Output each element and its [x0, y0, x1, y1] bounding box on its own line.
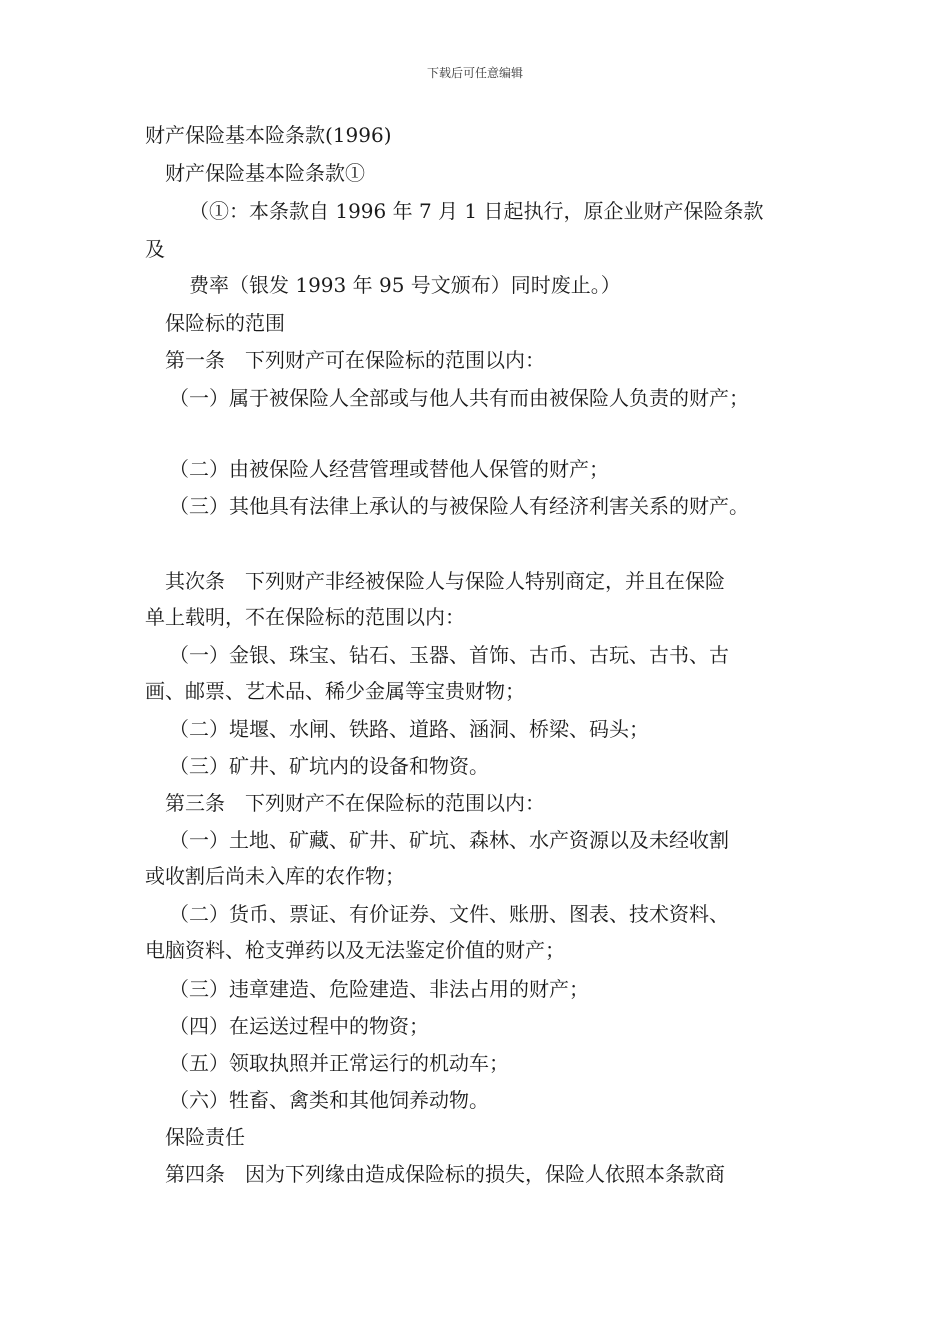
article-1-item: （三）其他具有法律上承认的与被保险人有经济利害关系的财产。 — [169, 494, 749, 518]
section-heading: 保险标的范围 — [165, 311, 285, 335]
article-3-item: （六）牲畜、禽类和其他饲养动物。 — [169, 1088, 489, 1112]
article-1: 第一条 下列财产可在保险标的范围以内： — [165, 348, 545, 372]
article-1-item: （二）由被保险人经营管理或替他人保管的财产； — [169, 457, 609, 481]
footnote-line: （①：本条款自 1996 年 7 月 1 日起执行，原企业财产保险条款 — [189, 199, 764, 223]
article-2-item: （二）堤堰、水闸、铁路、道路、涵洞、桥梁、码头； — [169, 717, 649, 741]
section-heading: 保险责任 — [165, 1125, 245, 1149]
document-title: 财产保险基本险条款(1996) — [145, 123, 392, 147]
article-2-item: （一）金银、珠宝、钻石、玉器、首饰、古币、古玩、古书、古 — [169, 643, 729, 667]
article-3-item: （一）土地、矿藏、矿井、矿坑、森林、水产资源以及未经收割 — [169, 828, 729, 852]
article-2-item: （三）矿井、矿坑内的设备和物资。 — [169, 754, 489, 778]
article-4: 第四条 因为下列缘由造成保险标的损失，保险人依照本条款商 — [165, 1162, 725, 1186]
article-3-item: 电脑资料、枪支弹药以及无法鉴定价值的财产； — [145, 938, 565, 962]
article-3-item: （五）领取执照并正常运行的机动车； — [169, 1051, 509, 1075]
article-2: 单上载明，不在保险标的范围以内： — [145, 605, 465, 629]
clause-title: 财产保险基本险条款① — [165, 161, 365, 185]
article-3-item: （二）货币、票证、有价证券、文件、账册、图表、技术资料、 — [169, 902, 729, 926]
article-2: 其次条 下列财产非经被保险人与保险人特别商定，并且在保险 — [165, 569, 725, 593]
article-3-item: （四）在运送过程中的物资； — [169, 1014, 429, 1038]
article-3-item: （三）违章建造、危险建造、非法占用的财产； — [169, 977, 589, 1001]
article-3: 第三条 下列财产不在保险标的范围以内： — [165, 791, 545, 815]
page-header-note: 下载后可任意编辑 — [426, 66, 523, 80]
article-3-item: 或收割后尚未入库的农作物； — [145, 864, 405, 888]
footnote-line: 费率（银发 1993 年 95 号文颁布）同时废止。） — [189, 273, 621, 297]
article-1-item: （一）属于被保险人全部或与他人共有而由被保险人负责的财产； — [169, 386, 749, 410]
article-2-item: 画、邮票、艺术品、稀少金属等宝贵财物； — [145, 679, 525, 703]
footnote-line: 及 — [145, 237, 165, 261]
